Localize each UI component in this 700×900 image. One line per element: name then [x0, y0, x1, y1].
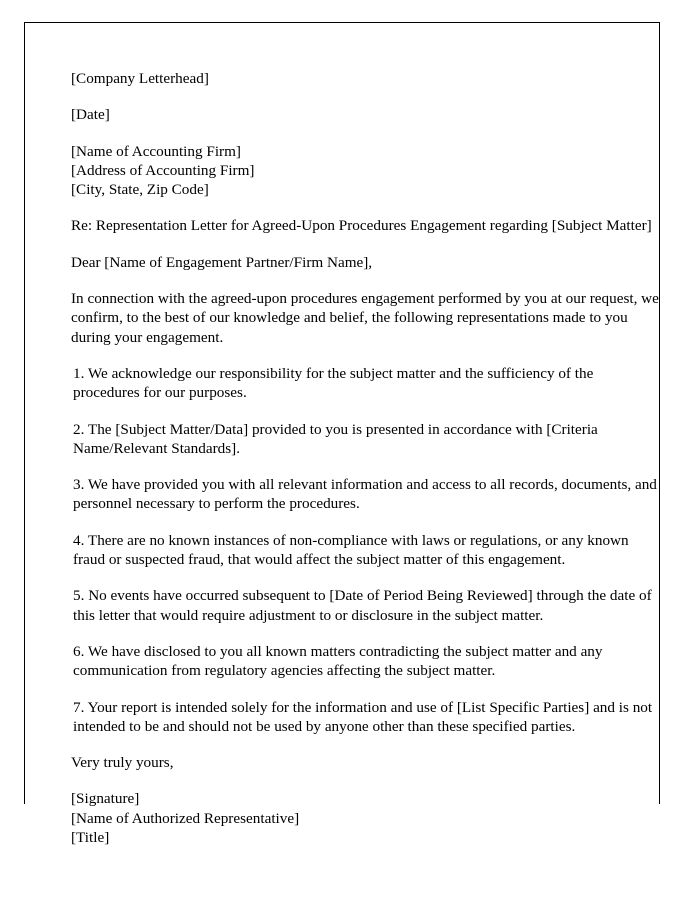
representation-item-7: 7. Your report is intended solely for the information and use of [List Specific Parties] and is not intended to be and should not be used by anyone other than these specified parties.	[73, 698, 656, 735]
document-sheet	[24, 22, 663, 847]
recipient-address: [Address of Accounting Firm]	[71, 161, 255, 179]
intro-paragraph: In connection with the agreed-upon procedures engagement performed by you at our request, we confirm, to the best of our knowledge and belief, the following representations made to you during your engagement.	[71, 290, 663, 346]
recipient-firm-name: [Name of Accounting Firm]	[71, 142, 241, 160]
representation-item-4: 4. There are no known instances of non-compliance with laws or regulations, or any known fraud or suspected fraud, that would affect the subject matter of this engagement.	[73, 531, 633, 569]
representation-item-2: 2. The [Subject Matter/Data] provided to you is presented in accordance with [Criteria Name/Relevant Standards].	[73, 420, 602, 457]
signer-title: [Title]	[71, 829, 110, 847]
representation-item-5: 5. No events have occurred subsequent to [Date of Period Being Reviewed] through the date of this letter that would require adjustment to or disclosure in the subject matter.	[73, 587, 656, 624]
subject-line: Re: Representation Letter for Agreed-Upon Procedures Engagement regarding [Subject Matter]	[71, 217, 652, 235]
representation-item-1: 1. We acknowledge our responsibility for the subject matter and the sufficiency of the procedures for our purposes.	[73, 364, 598, 402]
signer-name: [Name of Authorized Representative]	[71, 809, 300, 827]
company-letterhead: [Company Letterhead]	[71, 70, 209, 87]
representation-item-3: 3. We have provided you with all relevant information and access to all records, documents, and personnel necessary to perform the procedures.	[73, 476, 661, 513]
recipient-address-block	[71, 142, 659, 200]
recipient-city-state-zip: [City, State, Zip Code]	[71, 181, 209, 199]
signature-placeholder: [Signature]	[71, 790, 140, 808]
closing-salutation: Very truly yours,	[71, 754, 174, 772]
representation-item-6: 6. We have disclosed to you all known matters contradicting the subject matter and any communication from regulatory agencies affecting the subject matter.	[73, 642, 607, 680]
letter-body	[71, 69, 663, 864]
salutation: Dear [Name of Engagement Partner/Firm Name],	[71, 253, 373, 271]
signature-block	[71, 789, 659, 847]
letter-date: [Date]	[71, 106, 110, 124]
